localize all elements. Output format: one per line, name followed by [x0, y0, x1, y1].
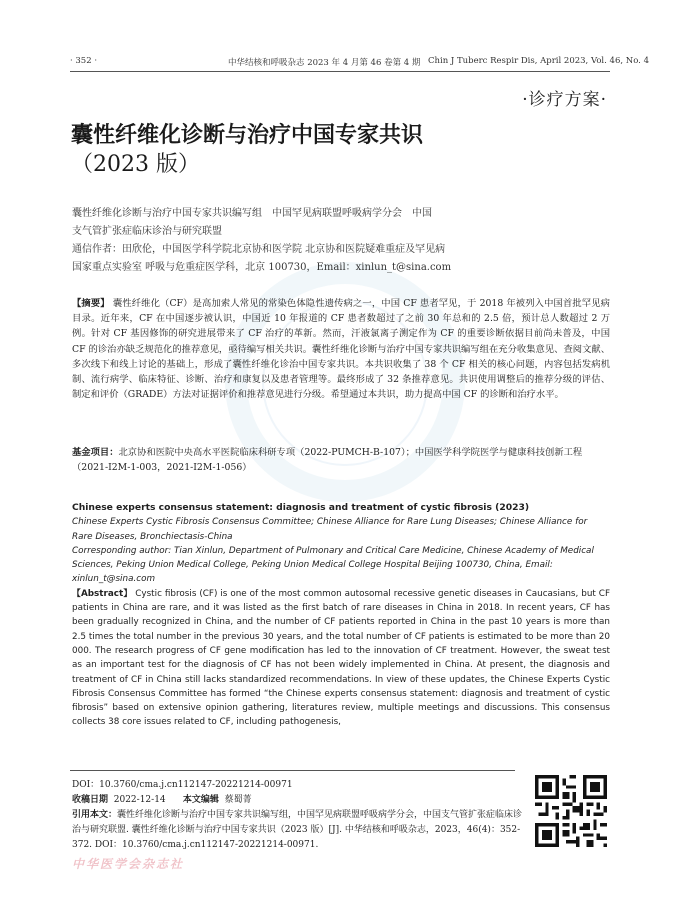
authors-line-2: 支气管扩张症临床诊治与研究联盟 — [72, 226, 222, 237]
received-date: 2022-12-14 — [113, 795, 166, 805]
fund-label: 基金项目： — [72, 447, 119, 458]
footer-block — [72, 778, 527, 853]
abstract-cn-text: 囊性纤维化（CF）是高加索人常见的常染色体隐性遗传病之一，中国 CF 患者罕见，于 2018 年被列入中国首批罕见病目录。近年来，CF 在中国逐步被认识，中国近 10 年报道的 CF 患者数超过了之前 30 年总和的 2.5 倍，预计总人数超过 2 万例。针对 CF 基因修饰的研究进展带来了 CF 治疗的革新。然而，汗液氯离子测定作为 CF 的重要诊断依据目前尚未普及，中国 CF 的诊治亦缺乏规范化的推荐意见，亟待编写相关共识。囊性纤维化诊断与治疗中国专家共识编写组在充分收集意见、查阅文献、多次线下和线上讨论的基础上，形成了囊性纤维化诊治中国专家共识。本共识收集了 38 个 CF 相关的核心问题，内容包括发病机制、流行病学、临床特征、诊断、治疗和康复以及患者管理等。最终形成了 32 条推荐意见。共识使用调整后的推荐分级的评估、制定和评价（GRADE）方法对证据评价和推荐意见进行分级。希望通过本共识，助力提高中国 CF 的诊断和治疗水平。 — [72, 298, 610, 401]
article-title — [71, 120, 423, 180]
corresponding-line-2: 国家重点实验室 呼吸与危重症医学科，北京 100730，Email：xinlun_t@sina.com — [72, 262, 452, 273]
authors-block — [72, 205, 612, 277]
received-row — [72, 793, 527, 808]
english-abstract-text: Cystic fibrosis (CF) is one of the most common autosomal recessive genetic diseases in Caucasians, but CF patients in China are rare, and it was listed as the first batch of rare diseases in China in 2018. In recent years, CF has been gradually recognized in China, and the number of CF patients reported in China in the past 10 years is more than 2.5 times the total number in the previous 30 years, and the total number of CF patients is estimated to be more than 20 000. The research progress of CF gene modification has led to the innovation of CF treatment. However, the sweat test as an important test for the diagnosis of CF has not been widely implemented in China. At present, the diagnosis and treatment of CF in China still lacks standardized recommendations. In view of these updates, the Chinese Experts Cystic Fibrosis Consensus Committee has formed “the Chinese experts consensus statement: diagnosis and treatment of cystic fibrosis” based on extensive opinion gathering, literatures review, multiple meetings and discussions. This consensus collects 38 core issues related to CF, including pathogenesis, — [72, 588, 611, 728]
authors-line-1: 囊性纤维化诊断与治疗中国专家共识编写组 中国罕见病联盟呼吸病学分会 中国 — [72, 208, 432, 219]
journal-en-header: Chin J Tuberc Respir Dis, April 2023, Vol. 46, No. 4 — [428, 56, 649, 66]
page-number: · 352 · — [70, 56, 98, 66]
section-label: ·诊疗方案· — [522, 90, 607, 110]
english-authors: Chinese Experts Cystic Fibrosis Consensus Committee; Chinese Alliance for Rare Lung Diseases; Chinese Alliance for Rare Diseases, Bronchiectasis-China — [72, 517, 588, 542]
journal-cn-header: 中华结核和呼吸杂志 2023 年 4 月第 46 卷第 4 期 — [228, 58, 421, 68]
qr-code-icon[interactable] — [535, 775, 607, 847]
english-abstract — [72, 587, 610, 730]
abstract-cn-label: 【摘要】 — [72, 298, 110, 309]
english-block — [72, 501, 610, 730]
fund-block — [72, 445, 610, 475]
english-abstract-label: 【Abstract】 — [72, 588, 133, 599]
title-line-2: （2023 版） — [71, 152, 200, 177]
editor-name: 蔡蜀菁 — [224, 795, 252, 805]
cite-text: 囊性纤维化诊断与治疗中国专家共识编写组，中国罕见病联盟呼吸病学分会，中国支气管扩张症临床诊治与研究联盟. 囊性纤维化诊断与治疗中国专家共识（2023 版）[J]. 中华结核和呼吸杂志，2023，46(4)：352-372. DOI：10.3760/cma.j.cn112147-20221214-00971. — [72, 810, 523, 850]
editor-label: 本文编辑 — [182, 795, 219, 805]
corresponding-line-1: 通信作者：田欣伦，中国医学科学院北京协和医学院 北京协和医院疑难重症及罕见病 — [72, 244, 446, 255]
abstract-cn — [72, 296, 610, 402]
publisher-logo: 中华医学会杂志社 — [72, 857, 185, 871]
english-title: Chinese experts consensus statement: diagnosis and treatment of cystic fibrosis (2023) — [72, 502, 530, 513]
footer-rule — [70, 770, 515, 771]
title-line-1: 囊性纤维化诊断与治疗中国专家共识 — [71, 122, 424, 148]
fund-text: 北京协和医院中央高水平医院临床科研专项（2022-PUMCH-B-107）；中国医学科学院医学与健康科技创新工程（2021-I2M-1-003，2021-I2M-1-056） — [72, 447, 583, 474]
doi[interactable]: DOI：10.3760/cma.j.cn112147-20221214-00971 — [72, 780, 293, 790]
english-corresponding: Corresponding author: Tian Xinlun, Department of Pulmonary and Critical Care Medicine, Chinese Academy of Medical Sciences, Peking Union Medical College, Peking Union Medical College Hospital Beijing 100730, China, Email: xinlun_t@sina.com — [72, 545, 594, 585]
cite-label: 引用本文： — [72, 810, 118, 820]
received-label: 收稿日期 — [72, 795, 109, 805]
header-rule — [70, 71, 610, 72]
cite-block — [72, 808, 527, 853]
